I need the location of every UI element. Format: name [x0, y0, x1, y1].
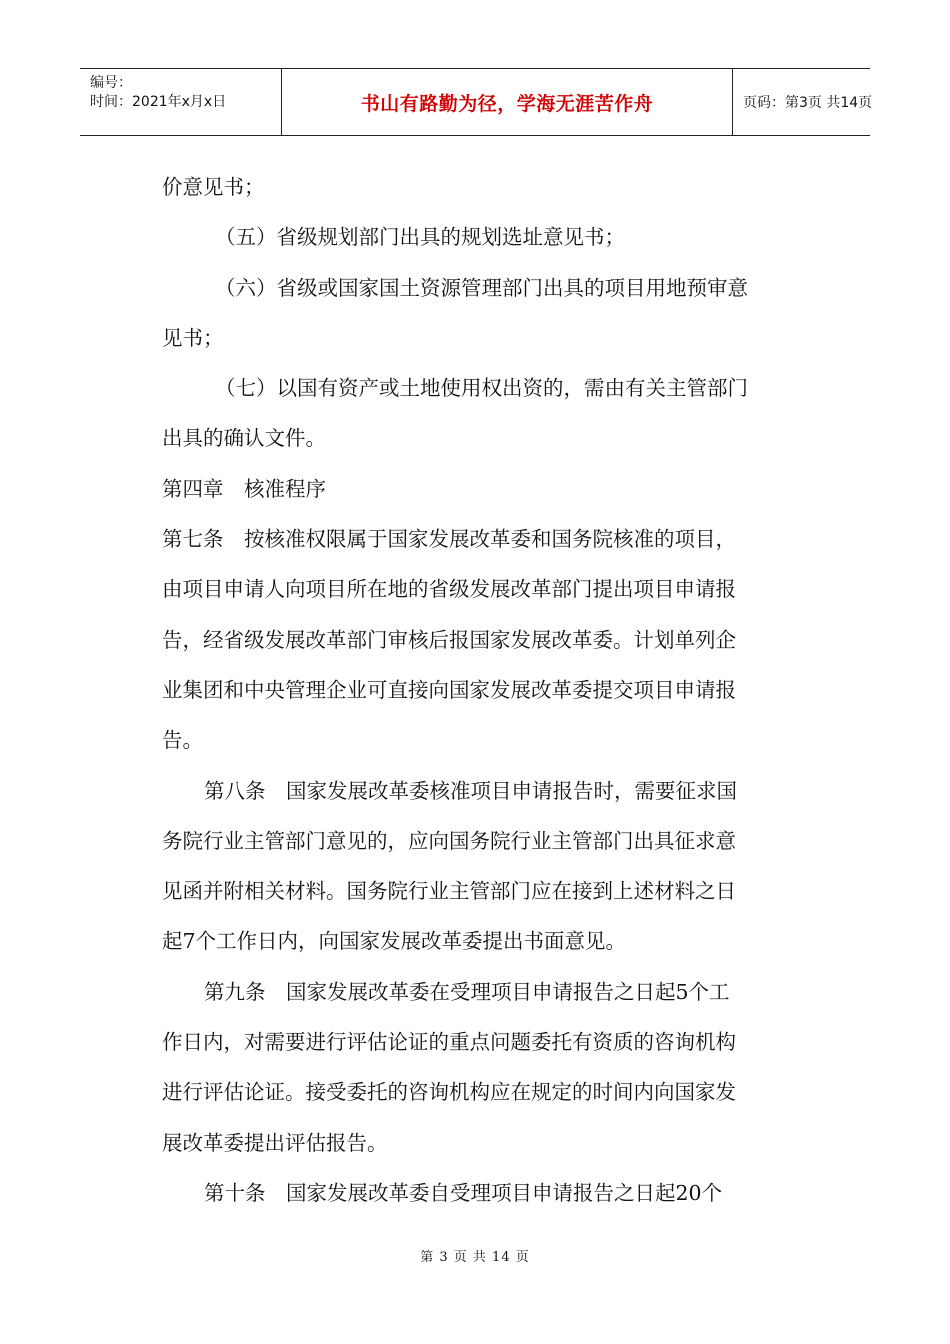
body-line: 出具的确认文件。 [162, 426, 326, 451]
header-motto: 书山有路勤为径，学海无涯苦作舟 [360, 92, 654, 115]
document-body [162, 162, 792, 1218]
page-footer: 第 3 页 共 14 页 [420, 1250, 530, 1265]
body-line: 进行评估论证。接受委托的咨询机构应在规定的时间内向国家发 [162, 1080, 736, 1105]
body-line: 业集团和中央管理企业可直接向国家发展改革委提交项目申请报 [162, 677, 736, 702]
body-line: 由项目申请人向项目所在地的省级发展改革部门提出项目申请报 [162, 577, 736, 602]
body-line: 第七条 按核准权限属于国家发展改革委和国务院核准的项目， [162, 527, 736, 552]
body-line: 务院行业主管部门意见的，应向国务院行业主管部门出具征求意 [162, 828, 736, 853]
body-line: 告。 [162, 728, 203, 753]
document-date-label: 时间：2021年x月x日 [90, 94, 227, 110]
body-line: （七）以国有资产或土地使用权出资的，需由有关主管部门 [215, 376, 748, 401]
body-line: 见函并附相关材料。国务院行业主管部门应在接到上述材料之日 [162, 879, 736, 904]
body-line: 价意见书； [162, 175, 265, 199]
header-motto-cell [281, 69, 733, 135]
body-line: 作日内，对需要进行评估论证的重点问题委托有资质的咨询机构 [162, 1030, 736, 1055]
body-line: （五）省级规划部门出具的规划选址意见书； [215, 225, 625, 250]
page-header [80, 68, 873, 136]
document-number-label: 编号： [90, 75, 132, 91]
body-line: 起7个工作日内，向国家发展改革委提出书面意见。 [162, 929, 627, 954]
body-line: 第十条 国家发展改革委自受理项目申请报告之日起20个 [204, 1180, 723, 1205]
header-page-info: 页码：第3页 共14页 [743, 95, 873, 111]
body-line: 第九条 国家发展改革委在受理项目申请报告之日起5个工 [204, 979, 730, 1004]
body-line: 见书； [162, 325, 224, 350]
header-meta-cell [80, 69, 281, 135]
body-line: 展改革委提出评估报告。 [162, 1130, 388, 1155]
chapter-heading: 第四章 核准程序 [162, 476, 326, 501]
body-line: 第八条 国家发展改革委核准项目申请报告时，需要征求国 [204, 778, 737, 803]
body-line: （六）省级或国家国土资源管理部门出具的项目用地预审意 [215, 275, 748, 300]
body-line: 告，经省级发展改革部门审核后报国家发展改革委。计划单列企 [162, 627, 736, 652]
